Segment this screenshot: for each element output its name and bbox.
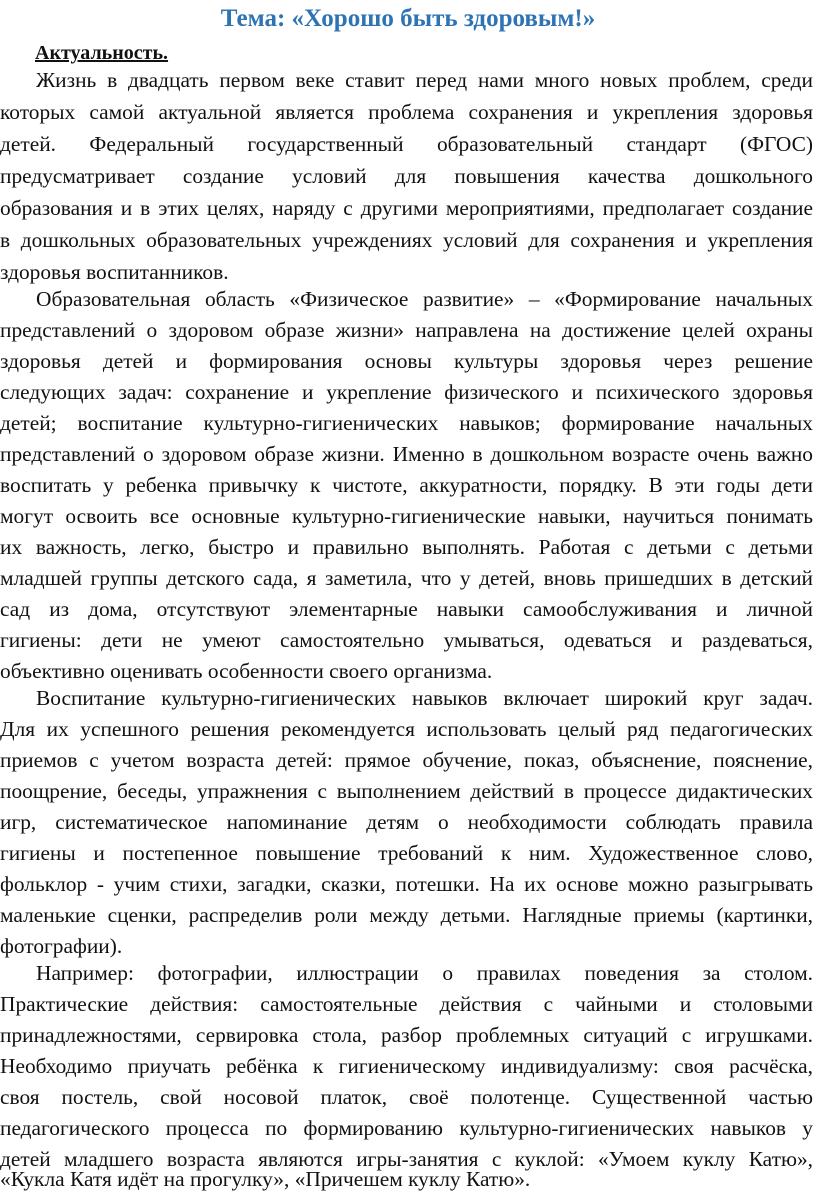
text-line: гигиены и постепенное повышение требований к ним. Художественное слово, — [0, 841, 813, 865]
text-line: объективно оценивать особенности своего организма. — [0, 659, 493, 683]
text-line: Воспитание культурно-гигиенических навыков включает широкий круг задач. — [36, 686, 813, 710]
text-line: Например: фотографии, иллюстрации о правилах поведения за столом. — [36, 961, 813, 985]
text-line: маленькие сценки, распределив роли между детьми. Наглядные приемы (картинки, — [0, 903, 813, 927]
text-line: представлений о здоровом образе жизни» направлена на достижение целей охраны — [0, 318, 813, 342]
document-title: Тема: «Хорошо быть здоровым!» — [220, 5, 596, 32]
text-line: Для их успешного решения рекомендуется использовать целый ряд педагогических — [0, 717, 813, 741]
text-line: поощрение, беседы, упражнения с выполнением действий в процессе дидактических — [0, 779, 813, 803]
text-line: детей младшего возраста являются игры-занятия с куклой: «Умоем куклу Катю», — [0, 1147, 813, 1171]
text-line: образования и в этих целях, наряду с другими мероприятиями, предполагает создание — [0, 196, 813, 220]
section-heading: Актуальность. — [35, 42, 169, 64]
text-line: «Кукла Катя идёт на прогулку», «Причешем куклу Катю». — [0, 1167, 531, 1191]
text-line: своя постель, свой носовой платок, своё полотенце. Существенной частью — [0, 1085, 813, 1109]
text-line: Практические действия: самостоятельные действия с чайными и столовыми — [0, 992, 813, 1016]
text-line: их важность, легко, быстро и правильно выполнять. Работая с детьми с детьми — [0, 535, 813, 559]
text-line: детей; воспитание культурно-гигиенических навыков; формирование начальных — [0, 411, 813, 435]
text-line: в дошкольных образовательных учреждениях условий для сохранения и укрепления — [0, 228, 813, 252]
text-line: сад из дома, отсутствуют элементарные навыки самообслуживания и личной — [0, 597, 813, 621]
text-line: которых самой актуальной является проблема сохранения и укрепления здоровья — [0, 100, 813, 124]
text-line: представлений о здоровом образе жизни. Именно в дошкольном возрасте очень важно — [0, 442, 813, 466]
text-line: фотографии). — [0, 934, 123, 958]
text-line: детей. Федеральный государственный образовательный стандарт (ФГОС) — [0, 132, 813, 156]
text-line: могут освоить все основные культурно-гигиенические навыки, научиться понимать — [0, 504, 813, 528]
text-line: Необходимо приучать ребёнка к гигиеническому индивидуализму: своя расчёска, — [0, 1054, 813, 1078]
text-line: принадлежностями, сервировка стола, разбор проблемных ситуаций с игрушками. — [0, 1023, 813, 1047]
text-line: гигиены: дети не умеют самостоятельно умываться, одеваться и раздеваться, — [0, 628, 813, 652]
text-line: Образовательная область «Физическое развитие» – «Формирование начальных — [36, 287, 813, 311]
text-line: воспитать у ребенка привычку к чистоте, аккуратности, порядку. В эти годы дети — [0, 473, 813, 497]
text-line: игр, систематическое напоминание детям о необходимости соблюдать правила — [0, 810, 813, 834]
text-line: следующих задач: сохранение и укрепление физического и психического здоровья — [0, 380, 813, 404]
text-line: Жизнь в двадцать первом веке ставит перед нами много новых проблем, среди — [36, 68, 813, 92]
text-line: педагогического процесса по формированию культурно-гигиенических навыков у — [0, 1116, 813, 1140]
text-line: здоровья детей и формирования основы культуры здоровья через решение — [0, 349, 813, 373]
text-line: предусматривает создание условий для повышения качества дошкольного — [0, 164, 813, 188]
text-line: фольклор - учим стихи, загадки, сказки, потешки. На их основе можно разыгрывать — [0, 872, 813, 896]
text-line: здоровья воспитанников. — [0, 260, 229, 284]
text-line: младшей группы детского сада, я заметила, что у детей, вновь пришедших в детский — [0, 566, 813, 590]
text-line: приемов с учетом возраста детей: прямое обучение, показ, объяснение, пояснение, — [0, 748, 813, 772]
